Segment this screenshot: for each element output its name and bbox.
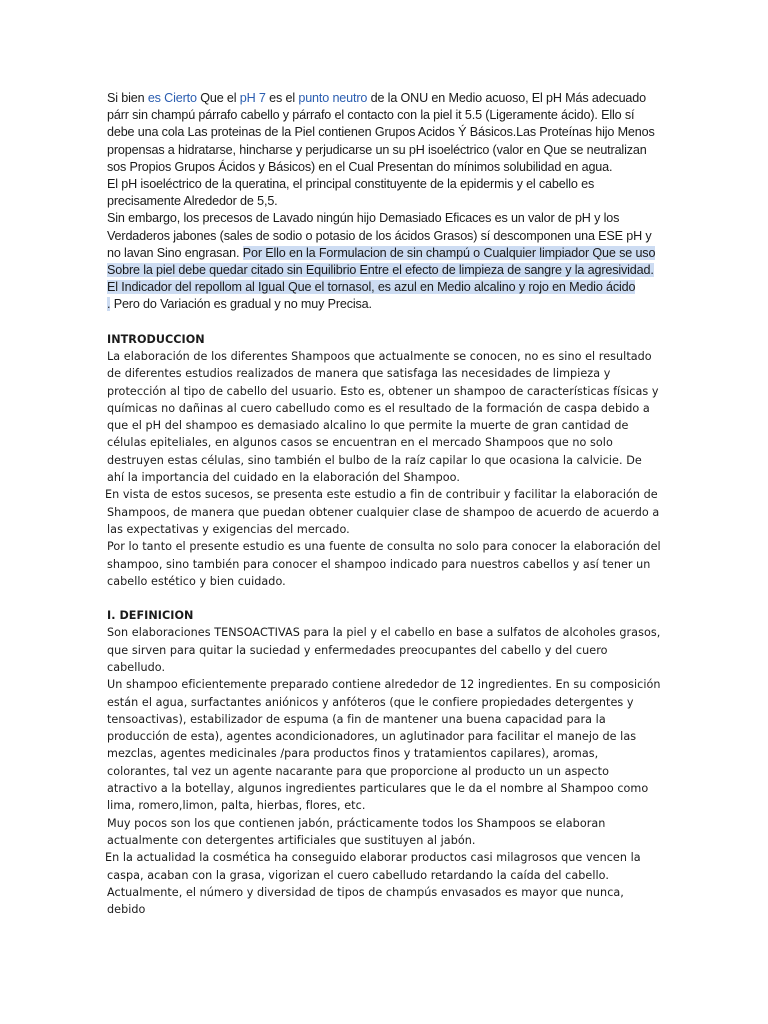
intro-block	[107, 90, 662, 314]
section-introduccion	[107, 331, 662, 590]
paragraph: Muy pocos son los que contienen jabón, prácticamente todos los Shampoos se elaboran actualmente con detergentes artificiales que sustituyen al jabón.	[107, 816, 606, 847]
highlighted-text: .	[107, 297, 111, 312]
text-run: Que el	[196, 91, 240, 105]
intro-paragraph-1	[107, 90, 662, 176]
paragraph: Un shampoo eficientemente preparado contiene alrededor de 12 ingredientes. En su composición están el agua, surfactantes aniónicos y anfóteros (que le confiere propiedades detergentes y tensoactivas), estabilizador de espuma (a fin de mantener una buena capacidad para la producción de esta), agentes acondicionadores, un aglutinador para facilitar el manejo de las mezclas, agentes medicinales /para productos finos y tratamientos capilares), aromas, colorantes, tal vez un agente nacarante para que proporcione al producto un un aspecto atractivo a la botellay, algunos ingredientes particulares que le da el nombre al Shampoo como lima, romero,limon, palta, hierbas, flores, etc.	[107, 678, 661, 813]
highlighted-text: Por Ello en la Formulacion de sin champú o Cualquier limpiador Que se uso Sobre la piel debe quedar citado sin Equilibrio Entre el efecto de limpieza de sangre y la agresividad.	[107, 245, 656, 278]
section-definicion	[107, 607, 662, 918]
text-run: Sin embargo, los precesos de Lavado ningún hijo Demasiado Eficaces es un valor de pH y los Verdaderos jabones (sales de sodio o potasio de los ácidos Grasos) sí descomponen una ESE pH y no lavan Sino engrasan.	[107, 211, 652, 260]
paragraph: Actualmente, el número y diversidad de tipos de champús envasados es mayor que nunca, debido	[107, 885, 624, 917]
intro-paragraph-2: El pH isoeléctrico de la queratina, el principal constituyente de la epidermis y el cabello es precisamente Alrededor de 5,5.	[107, 177, 595, 209]
paragraph: La elaboración de los diferentes Shampoos que actualmente se conocen, no es sino el resultado de diferentes estudios realizados de manera que satisfaga las necesidades de limpieza y protección al tipo de cabello del usuario. Esto es, obtener un shampoo de características físicas y químicas no dañinas al cuero cabelludo como es el resultado de la formación de caspa debido a que el pH del shampoo es demasiado alcalino lo que permite la muerte de gran cantidad de células epiteliales, en algunos casos se encuentran en el mercado Shampoos que no solo destruyen estas células, sino también el bulbo de la raíz capilar lo que ocasiona la calvicie. De ahí la importancia del cuidado en la elaboración del Shampoo.	[107, 349, 659, 485]
paragraph: En la actualidad la cosmética ha conseguido elaborar productos casi milagrosos que vencen la caspa, acaban con la grasa, vigorizan el cuero cabelludo retardando la caída del cabello.	[105, 851, 641, 882]
text-run: Pero do Variación es gradual y no muy Precisa.	[110, 297, 372, 312]
paragraph: Por lo tanto el presente estudio es una fuente de consulta no solo para conocer la elaboración del shampoo, sino también para conocer el shampoo indicado para nuestros cabellos y así tener un cabello estético y bien cuidado.	[107, 540, 661, 588]
paragraph: Son elaboraciones TENSOACTIVAS para la piel y el cabello en base a sulfatos de alcoholes grasos, que sirven para quitar la suciedad y enfermedades preocupantes del cabello y del cuero cabelludo.	[107, 626, 661, 674]
link-ph-7[interactable]: pH 7	[239, 91, 266, 105]
link-es-cierto[interactable]: es Cierto	[147, 91, 197, 105]
section-heading: INTRODUCCION	[107, 332, 205, 346]
highlighted-text: El Indicador del repollom al Igual Que el tornasol, es azul en Medio alcalino y rojo en Medio ácido	[107, 280, 636, 295]
paragraph: En vista de estos sucesos, se presenta este estudio a fin de contribuir y facilitar la elaboración de Shampoos, de manera que puedan obtener cualquier clase de shampoo de acuerdo de acuerdo a las expectativas y exigencias del mercado.	[105, 488, 660, 536]
text-run: es el	[265, 91, 299, 105]
intro-paragraph-3	[107, 210, 662, 279]
text-run: de la ONU en Medio acuoso, El pH Más adecuado párr sin champú párrafo cabello y párrafo el contacto con la piel it 5.5 (Ligeramente ácido). Ello sí debe una cola Las proteinas de la Piel contienen Grupos Acidos Ý Básicos.Las Proteínas hijo Menos propensas a hidratarse, hincharse y perjudicarse un su pH isoeléctrico (valor en Que se neutralizan sos Propios Grupos Ácidos y Básicos) en el Cual Presentan do mínimos solubilidad en agua.	[107, 91, 655, 174]
link-punto-neutro[interactable]: punto neutro	[298, 91, 368, 105]
document-page	[107, 90, 662, 918]
text-run: Si bien	[107, 91, 148, 105]
section-heading: I. DEFINICION	[107, 609, 194, 623]
intro-paragraph-4	[107, 279, 662, 313]
